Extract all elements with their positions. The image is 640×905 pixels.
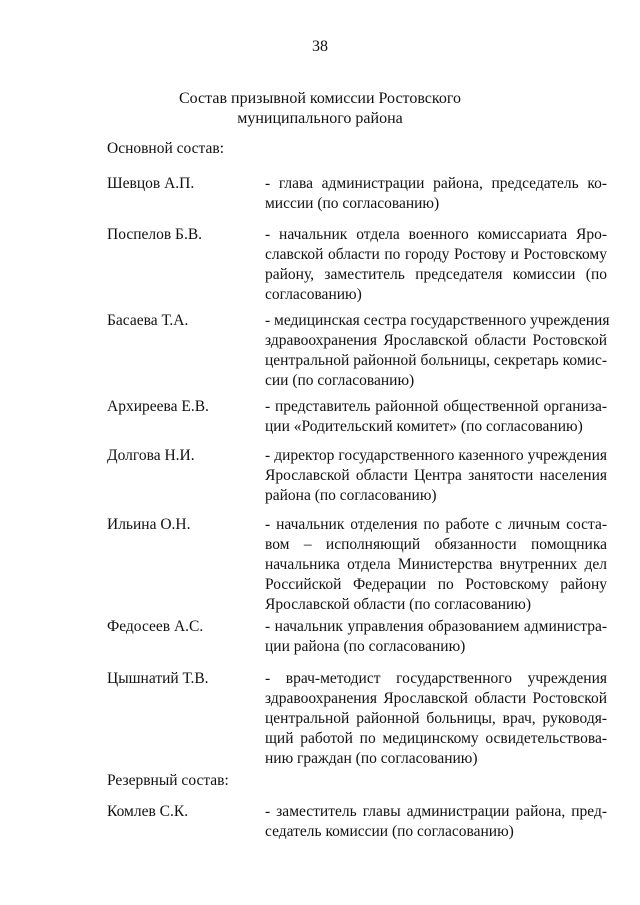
role-line: - заместитель главы администрации района, пред- <box>265 803 607 820</box>
role-line: Ярославской области Центра занятости населения <box>265 467 607 484</box>
role-line: района (по согласованию) <box>265 487 437 504</box>
role-line: - начальник управления образованием администра- <box>265 618 607 635</box>
role-line: Российской Федерации по Ростовскому району <box>265 576 607 593</box>
member-role <box>265 617 607 657</box>
role-line: щий работой по медицинскому освидетельствова- <box>265 730 607 747</box>
role-line: - медицинская сестра государственного учреждения <box>265 312 610 329</box>
document-title <box>60 89 580 129</box>
member-name: Шевцов А.П. <box>107 175 195 192</box>
role-line: начальника отдела Министерства внутренних дел <box>265 556 607 573</box>
member-role <box>265 225 607 305</box>
member-name: Комлев С.К. <box>107 803 189 820</box>
role-line: миссии (по согласованию) <box>265 195 440 212</box>
role-line: сии (по согласованию) <box>265 372 415 389</box>
member-role <box>265 669 607 769</box>
role-line: здравоохранения Ярославской области Ростовской <box>265 332 607 349</box>
member-name: Федосеев А.С. <box>107 618 204 635</box>
role-line: здравоохранения Ярославской области Ростовской <box>265 690 607 707</box>
member-role <box>265 515 607 615</box>
role-line: ции «Родительский комитет» (по согласованию) <box>265 418 583 435</box>
member-role <box>265 397 607 437</box>
role-line: Ярославской области (по согласованию) <box>265 596 532 613</box>
member-role <box>265 174 607 214</box>
reserve-composition-heading: Резервный состав: <box>107 772 229 789</box>
role-line: району, заместитель председателя комиссии (по <box>265 266 607 283</box>
role-line: - представитель районной общественной организа- <box>265 398 607 415</box>
role-line: - начальник отделения по работе с личным соста- <box>265 516 607 533</box>
role-line: центральной районной больницы, секретарь комис- <box>265 352 607 369</box>
member-role <box>265 311 610 391</box>
member-name: Поспелов Б.В. <box>107 226 203 243</box>
member-role <box>265 802 607 842</box>
member-name: Цышнатий Т.В. <box>107 670 209 687</box>
role-line: славской области по городу Ростову и Ростовскому <box>265 246 607 263</box>
member-name: Долгова Н.И. <box>107 447 195 464</box>
role-line: согласованию) <box>265 286 362 303</box>
role-line: ции района (по согласованию) <box>265 638 466 655</box>
role-line: седатель комиссии (по согласованию) <box>265 823 514 840</box>
role-line: - начальник отдела военного комиссариата Яро- <box>265 226 607 243</box>
title-line-1: Состав призывной комиссии Ростовского <box>178 90 462 107</box>
main-composition-heading: Основной состав: <box>107 140 225 157</box>
role-line: нию граждан (по согласованию) <box>265 750 478 767</box>
role-line: - глава администрации района, председатель ко- <box>265 175 607 192</box>
page-number: 38 <box>312 38 328 55</box>
member-name: Архиреева Е.В. <box>107 398 209 415</box>
role-line: центральной районной больницы, врач, руководя- <box>265 710 607 727</box>
role-line: - врач-методист государственного учреждения <box>265 670 607 687</box>
member-name: Ильина О.Н. <box>107 516 191 533</box>
title-line-2: муниципального района <box>237 110 403 127</box>
role-line: - директор государственного казенного учреждения <box>265 447 607 464</box>
member-role <box>265 446 607 506</box>
role-line: вом – исполняющий обязанности помощника <box>265 536 607 553</box>
member-name: Басаева Т.А. <box>107 312 189 329</box>
